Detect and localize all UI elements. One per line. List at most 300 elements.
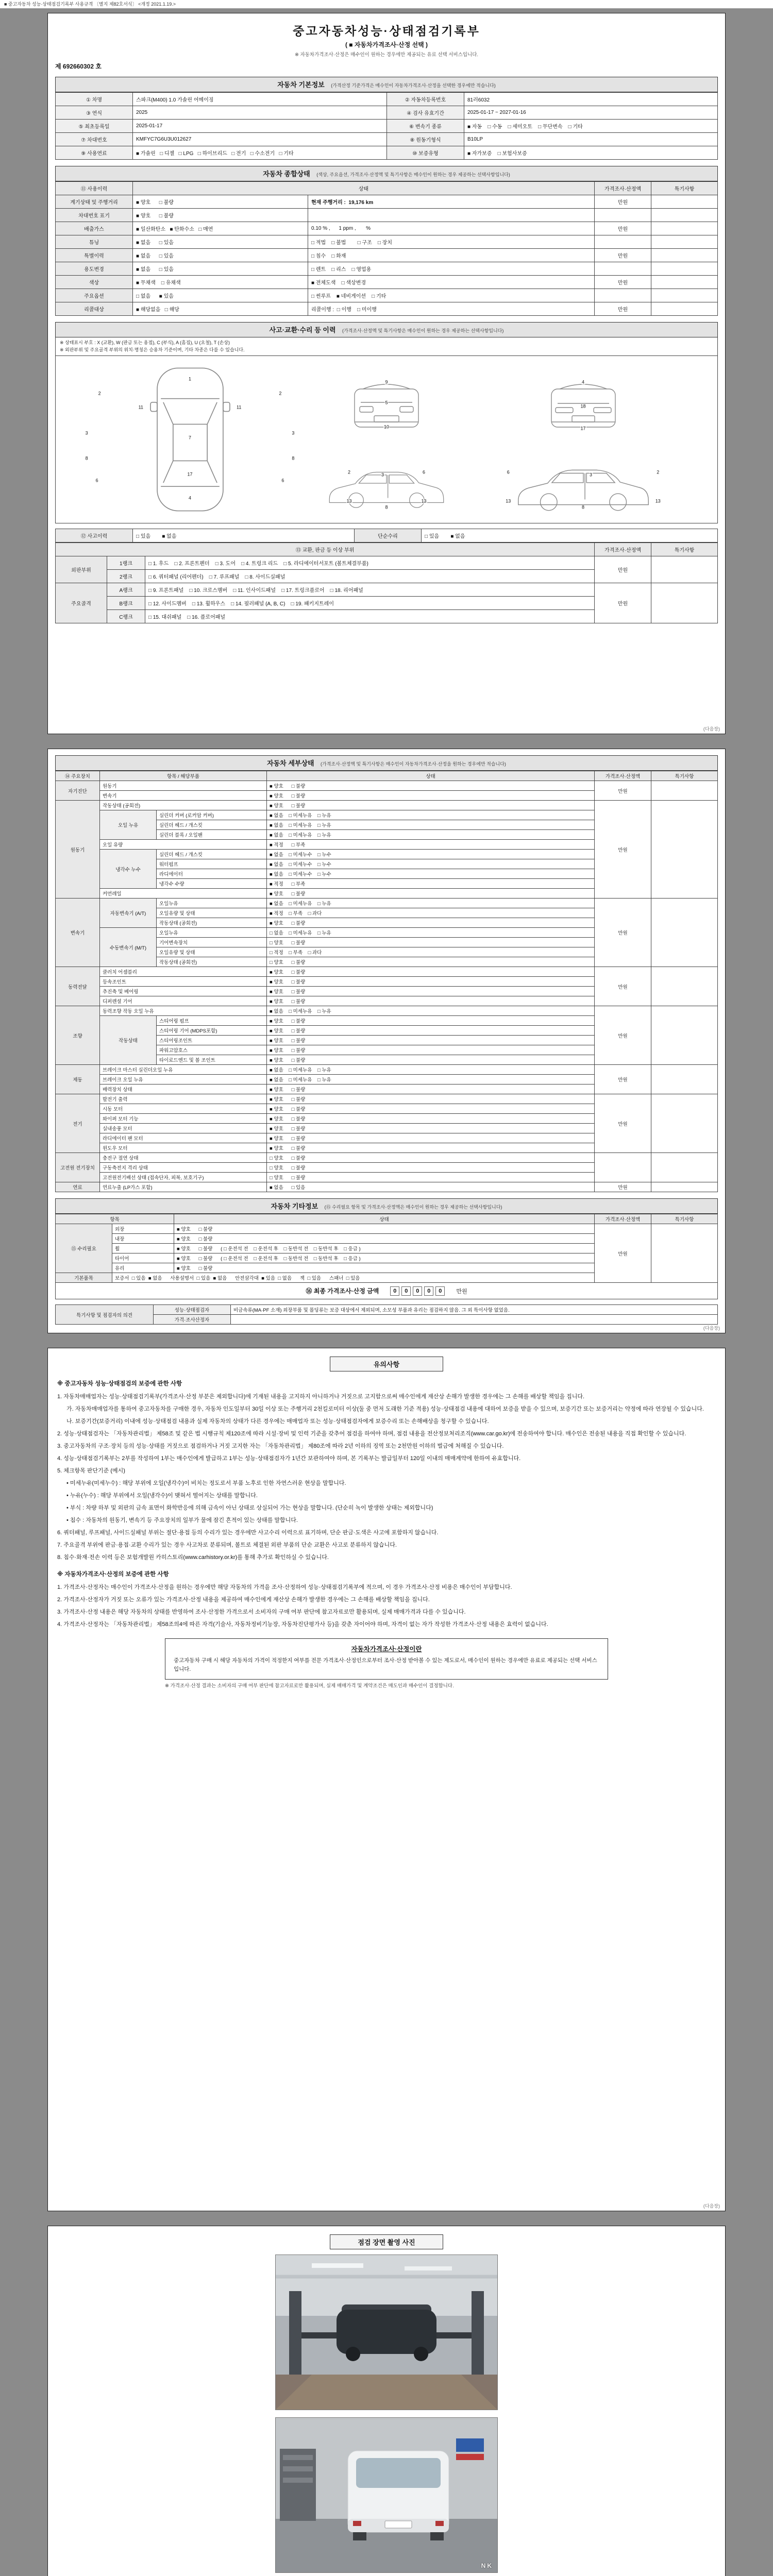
section-detail-state [55,755,718,771]
part-name: 오일유량 및 상태 [157,947,267,957]
part-number-label: 8 [385,504,388,510]
comprehensive-table [55,181,718,316]
device-label: 고전원 전기장치 [56,1153,100,1182]
basic-items-value: 보증서 □ 있음 ■ 없음 사용설명서 □ 있음 ■ 없음 안전삼각대 ■ 있음 □ 없음 잭 □ 있음 스패너 □ 있음 [112,1273,595,1283]
comprehensive-row [56,249,718,262]
part-number-label: 18 [580,403,586,409]
inspection-photos [55,2255,718,2573]
device-label: 제동 [56,1065,100,1094]
column-header: ⑪ 사용이력 [56,182,133,195]
comprehensive-row [56,222,718,235]
comprehensive-row [56,262,718,276]
car-rear-diagram [454,360,712,453]
legend-line: ※ 외판부위 및 주요골격 부위의 위치·명칭은 승용차 기준이며, 기타 차종은 다를 수 있습니다. [60,347,245,352]
note-cell [651,967,718,1006]
comprehensive-row [56,235,718,249]
item-label: 배출가스 [56,222,133,235]
column-header: 상태 [267,771,595,781]
note-cell [651,289,718,302]
final-amount-unit: 만원 [456,1288,467,1295]
state-checkboxes: ■ 양호 □ 불량 [174,1234,595,1244]
state-detail: □ 침수 □ 화재 [308,249,595,262]
detail-body [56,781,718,1192]
price-cell: 만원 [595,1094,651,1153]
price-survey-info-box [165,1638,608,1680]
state-detail: 0.10 % , 1 ppm , % [308,222,595,235]
amount-digit: 0 [424,1286,433,1296]
amount-digit: 0 [401,1286,411,1296]
field-value: ■ 자가보증 □ 보험사보증 [464,146,718,160]
notice-paragraph: 1. 가격조사·산정자는 매수인이 가격조사·산정을 원하는 경우에만 해당 자동차의 가격을 조사·산정하여 성능·상태점검기록부에 적으며, 이 경우 가격조사·산정 비용은 매수인이 부담합니다. [57,1584,512,1591]
document [47,13,726,2576]
detail-state-table [55,771,718,1192]
notice-paragraph: 나. 보증기간(보증거리) 이내에 성능·상태점검 내용과 실제 자동차의 상태가 다른 경우에는 매매업자 또는 성능·상태점검자에게 보증수리 또는 손해배상을 청구할 수 있습니다. [66,1418,489,1425]
section-note: (색상, 주요옵션, 가격조사·산정액 및 특기사항은 매수인이 원하는 경우 제공하는 선택사항입니다) [316,172,510,177]
price-cell: 만원 [595,1006,651,1065]
note-cell [651,209,718,222]
part-name: 윈도우 모터 [100,1143,267,1153]
exchange-label: ⑬ 교환, 판금 등 이상 부위 [56,543,595,556]
part-name: 외장 [112,1224,174,1234]
column-header: 가격조사·산정액 [595,182,651,195]
photos-title: 점검 장면 촬영 사진 [330,2234,443,2249]
part-name: 타이로드엔드 및 볼 조인트 [157,1055,267,1065]
state-checkboxes: ■ 적정 □ 부족 □ 과다 [267,908,595,918]
part-number-label: 11 [138,404,143,410]
field-value: 스파크(M400) 1.0 가솔린 어메이징 [133,93,387,106]
note-cell [651,1065,718,1094]
price-survey-box-title: 자동차가격조사·산정이란 [351,1646,422,1653]
price-cell [595,289,651,302]
part-name: 발전기 출력 [100,1094,267,1104]
state-checkboxes: ■ 없음 □ 있음 [133,235,308,249]
device-label: 연료 [56,1182,100,1192]
detail-row [56,801,718,810]
part-name: 라디에이터 팬 모터 [100,1133,267,1143]
item-label: 주요옵션 [56,289,133,302]
part-name: 휠 [112,1244,174,1253]
part-name: 오일누유 [157,928,267,938]
part-number-label: 11 [237,404,242,410]
detail-row [56,899,718,908]
car-damage-diagram [55,356,718,523]
panel-photos-signature [47,2226,726,2576]
field-label: ② 자동차등록번호 [387,93,464,106]
device-label: 원동기 [56,801,100,899]
item-label: 튜닝 [56,235,133,249]
part-name: 배력장치 상태 [100,1084,267,1094]
note-cell [651,1182,718,1192]
field-value: KMFYC7G6U3U012627 [133,133,387,146]
state-checkboxes: □ 적정 □ 부족 □ 과다 [267,947,595,957]
price-cell: 만원 [595,583,651,623]
detail-row [56,781,718,791]
section-note: (가격산정 기준가격은 매수인이 자동차가격조사·산정을 선택한 경우에만 적습니다) [331,83,496,88]
part-name: 클러치 어셈블리 [100,967,267,977]
table-header-row [56,543,718,556]
column-header: 특기사항 [651,771,718,781]
state-checkboxes: ■ 양호 □ 불량 [267,1133,595,1143]
device-label: 동력전달 [56,967,100,1006]
section-title: 사고·교환·수리 등 이력 [269,326,336,334]
part-number-label: 8 [85,455,88,461]
photo-car-on-lift-image [276,2255,497,2410]
rank-label: A랭크 [107,583,145,597]
part-number-label: 9 [385,379,388,385]
price-cell: 만원 [595,195,651,209]
rank-row [56,583,718,597]
state-checkboxes: ■ 없음 □ 미세누수 □ 누수 [267,850,595,859]
note-cell [651,1094,718,1153]
notice-paragraph: • 누유(누수) : 해당 부위에서 오일(냉각수)이 맺혀서 떨어지는 상태를 말합니다. [66,1493,258,1499]
part-number-label: 8 [292,455,295,461]
inspector-opinion-table [55,1304,718,1325]
state-detail: □ 렌트 □ 리스 □ 영업용 [308,262,595,276]
part-name: 실린더 커버 (로커암 커버) [157,810,267,820]
exchange-rank-table [55,543,718,623]
basic-info-body [56,93,718,160]
rank-items: □ 1. 후드 □ 2. 프론트펜더 □ 3. 도어 □ 4. 트렁크 리드 □ 5. 라디에이터서포트 (볼트체결부품) [145,556,595,570]
notice-paragraph: • 침수 : 자동차의 원동기, 변속기 등 주요장치의 일부가 물에 잠긴 흔적이 있는 상태를 말합니다. [66,1517,298,1524]
price-cell: 만원 [595,1224,651,1283]
opinion-label: 특기사항 및 점검자의 의견 [56,1305,154,1325]
item-label: 특별이력 [56,249,133,262]
field-value: ■ 자동 □ 수동 □ 세미오토 □ 무단변속 □ 기타 [464,120,718,133]
item-label: 차대번호 표기 [56,209,133,222]
part-name: 브레이크 오일 누유 [100,1075,267,1084]
comprehensive-row [56,195,718,209]
state-code-legend [55,337,718,356]
note-cell [651,1153,718,1182]
price-cell: 만원 [595,302,651,316]
device-label: 조향 [56,1006,100,1065]
part-number-label: 6 [95,478,98,483]
state-checkboxes: ■ 무채색 □ 유채색 [133,276,308,289]
state-checkboxes: □ 양호 □ 불량 [267,938,595,947]
state-checkboxes: □ 양호 □ 불량 [267,957,595,967]
column-header: 가격조사·산정액 [595,1214,651,1224]
basic-info-row [56,106,718,120]
opinion-row [56,1305,718,1315]
state-checkboxes: ■ 양호 □ 불량 [267,781,595,791]
state-checkboxes: ■ 없음 □ 있음 [267,1182,595,1192]
price-cell: 만원 [595,1182,651,1192]
part-number-label: 13 [421,498,427,504]
price-cell [595,235,651,249]
note-cell [651,222,718,235]
state-detail: 현재 주행거리 : 19,176 km [308,195,595,209]
item-label: 용도변경 [56,262,133,276]
section-title: 자동차 종합상태 [263,170,310,178]
next-page-marker: (다음장) [703,1326,720,1331]
state-checkboxes: ■ 양호 □ 불량 [267,1016,595,1026]
part-number-label: 2 [347,469,351,475]
state-checkboxes: ■ 없음 □ 미세누수 □ 누수 [267,869,595,879]
price-survey-box-text: 중고자동차 구매 시 해당 자동차의 가격이 적정한지 여부를 전문 가격조사·산정인으로부터 조사·산정 받아볼 수 있는 제도로서, 매수인이 원하는 경우에만 유료로 제공되는 선택 서비스입니다. [174,1657,597,1673]
part-number-label: 13 [346,498,352,504]
part-name: 원동기 [100,781,267,791]
rank-items: □ 6. 쿼터패널 (리어펜더) □ 7. 루프패널 □ 8. 사이드실패널 [145,570,595,583]
state-checkboxes: ■ 양호 □ 불량 [267,1104,595,1114]
notice-paragraph: 4. 가격조사·산정자는 「자동차관리법」 제58조의4에 따른 자격(기술사, 자동차정비기능장, 자동차진단평가사 등)을 갖춘 자이어야 하며, 자격이 없는 자가 작성한 가격조사·산정 내용은 효력이 없습니다. [57,1621,548,1628]
part-name: 라디에이터 [157,869,267,879]
panel-notices [47,1348,726,2211]
state-checkboxes: ■ 적정 □ 부족 [267,840,595,850]
notice-paragraph: 4. 성능·상태점검기록부는 2부를 작성하여 1부는 매수인에게 발급하고 1부는 성능·상태점검자가 1년간 보관하여야 하며, 본 기록부는 발급일부터 120일 이내의 매매계약에 한하여 유효합니다. [57,1455,521,1462]
state-detail: □ 썬루프 ■ 네비게이션 □ 기타 [308,289,595,302]
part-number-label: 17 [187,471,193,477]
part-name: 파워고압호스 [157,1045,267,1055]
state-checkboxes: ■ 양호 □ 불량 [267,987,595,996]
part-name: 스티어링 펌프 [157,1016,267,1026]
item-label: 계기상태 및 주행거리 [56,195,133,209]
column-header: 항목 [56,1214,174,1224]
part-name: 냉각수 수량 [157,879,267,889]
state-checkboxes: ■ 양호 □ 불량 [267,1026,595,1036]
rank-label: B랭크 [107,597,145,610]
section-title: 자동차 기타정보 [271,1202,318,1210]
car-top-diagram [61,360,319,519]
simple-repair-label: 단순수리 [355,529,422,543]
notice-paragraph: • 부식 : 차량 하부 및 외판의 금속 표면이 화학반응에 의해 금속이 아닌 상태로 상실되어 가는 현상을 말합니다. (단순히 녹이 발생한 상태는 제외합니다) [66,1505,433,1512]
price-cell: 만원 [595,556,651,583]
column-header: 상태 [133,182,595,195]
etc-row [56,1224,718,1234]
comprehensive-row [56,276,718,289]
part-name: 오일누유 [157,899,267,908]
part-number-label: 3 [85,430,88,436]
part-name: 오일 유량 [100,840,267,850]
part-name: 실린더 헤드 / 개스킷 [157,820,267,830]
group-label: 수동변속기 (M/T) [100,928,157,967]
price-cell: 만원 [595,222,651,235]
part-name: 작동상태 (공회전) [157,957,267,967]
part-name: 내장 [112,1234,174,1244]
part-number-label: 3 [590,472,593,478]
group-label: 작동상태 [100,1016,157,1065]
price-cell: 만원 [595,276,651,289]
note-cell [651,195,718,209]
notices-title: 유의사항 [330,1357,443,1371]
price-cell: 만원 [595,801,651,899]
part-name: 오일유량 및 상태 [157,908,267,918]
field-label: ⑦ 차대번호 [56,133,133,146]
panel-group-label: 주요골격 [56,583,107,623]
notice-paragraph: 2. 성능·상태점검자는 「자동차관리법」 제58조 및 같은 법 시행규칙 제120조에 따라 시설·장비 및 인력 기준을 갖추어 점검을 하여야 하며, 점검 내용을 전산정보처리조직(www.car.go.kr)에 전송하여야 합니다. 매수인은 전송된 내용을 직접 확인할 수 있습니다. [57,1430,686,1437]
detail-row [56,1153,718,1163]
form-spec-note: ■ 중고자동차 성능·상태점검기록부 사용규격 〔별지 제82호서식〕 <개정 2021.1.19.> [0,0,773,9]
note-cell [651,1006,718,1065]
column-header: 특기사항 [651,543,718,556]
part-number-label: 6 [422,469,426,475]
state-checkboxes: ■ 양호 □ 불량 [267,889,595,899]
note-cell [651,235,718,249]
price-cell [595,1153,651,1182]
part-name: 스티어링조인트 [157,1036,267,1045]
price-cell [595,209,651,222]
comprehensive-body [56,195,718,316]
part-name: 등속조인트 [100,977,267,987]
field-label: ⑨ 사용연료 [56,146,133,160]
amount-digit: 0 [435,1286,445,1296]
basic-info-row [56,146,718,160]
state-checkboxes: □ 없음 □ 미세누유 □ 누유 [267,928,595,938]
part-name: 충전구 절연 상태 [100,1153,267,1163]
state-checkboxes: ■ 양호 □ 불량 ( □ 운전석 전 □ 운전석 후 □ 동반석 전 □ 동반석 후 □ 응급 ) [174,1253,595,1263]
basic-items-label: 기본품목 [56,1273,112,1283]
state-checkboxes: ■ 양호 □ 불량 [267,1055,595,1065]
opinion-who: 성능·상태점검자 [154,1305,231,1315]
document-subtitle: ( ■ 자동차가격조사·산정 선택 ) [345,41,428,48]
basic-info-row [56,133,718,146]
state-checkboxes: ■ 양호 □ 불량 [267,1094,595,1104]
state-checkboxes: ■ 양호 □ 불량 ( □ 운전석 전 □ 운전석 후 □ 동반석 전 □ 동반석 후 □ 응급 ) [174,1244,595,1253]
part-name: 고전원전기배선 상태 (접속단자, 피복, 보호기구) [100,1173,267,1182]
part-number-label: 3 [381,472,384,478]
field-label: ⑥ 변속기 종류 [387,120,464,133]
table-header-row [56,182,718,195]
opinion-row [56,1315,718,1325]
accident-history-row [56,529,718,543]
accident-history-label: ⑫ 사고이력 [56,529,133,543]
state-checkboxes: ■ 없음 □ 미세누유 □ 누유 [267,830,595,840]
field-value: 2025 [133,106,387,120]
column-header: 가격조사·산정액 [595,771,651,781]
detail-row [56,1094,718,1104]
car-sideR-diagram [454,456,712,519]
column-header: 특기사항 [651,182,718,195]
section-note: (가격조사·산정액 및 특기사항은 매수인이 원하는 경우 제공하는 선택사항입니다) [342,328,504,333]
photo-watermark: NK [481,2562,493,2569]
panel-detail-state [47,749,726,1333]
opinion-body [56,1305,718,1325]
final-amount-bar [55,1283,718,1299]
inspection-photo-rear [275,2417,498,2573]
part-number-label: 17 [580,426,586,431]
panel-overview [47,13,726,734]
field-value: 81러6032 [464,93,718,106]
item-label: 리콜대상 [56,302,133,316]
car-front-diagram [322,360,451,453]
part-number-label: 13 [655,498,661,504]
part-name: 동력조향 작동 오일 누유 [100,1006,267,1016]
part-name: 작동상태 (공회전) [157,918,267,928]
part-name: 작동상태 (공회전) [100,801,267,810]
part-name: 시동 모터 [100,1104,267,1114]
field-value: 2025-01-17 [133,120,387,133]
state-checkboxes: □ 양호 □ 불량 [267,1173,595,1182]
field-value: B10LP [464,133,718,146]
state-checkboxes: ■ 양호 □ 불량 [267,1124,595,1133]
device-label: 전기 [56,1094,100,1153]
part-name: 추진축 및 베어링 [100,987,267,996]
field-label: ⑤ 최초등록일 [56,120,133,133]
part-name: 와이퍼 모터 기능 [100,1114,267,1124]
field-label: ① 차명 [56,93,133,106]
section-comprehensive [55,166,718,181]
note-cell [651,249,718,262]
notice-paragraph: • 미세누유(미세누수) : 해당 부위에 오일(냉각수)이 비치는 정도로서 부품 노후로 인한 자연스러운 현상을 말합니다. [66,1480,346,1487]
notice-paragraph: 5. 체크항목 판단기준 (예시) [57,1468,125,1475]
note-cell [651,276,718,289]
part-name: 브레이크 마스터 실린더오일 누유 [100,1065,267,1075]
comprehensive-row [56,302,718,316]
document-title: 중고자동차성능·상태점검기록부 [293,24,480,38]
state-checkboxes: □ 없음 ■ 있음 [133,289,308,302]
section-title: 자동차 세부상태 [267,759,314,767]
notice-paragraph: 8. 침수·화재·전손 이력 등은 보험개발원 카히스토리(www.carhistory.or.kr)를 통해 추가로 확인하실 수 있습니다. [57,1554,329,1561]
part-name: 기어변속장치 [157,938,267,947]
item-label: 색상 [56,276,133,289]
rank-items: □ 12. 사이드멤버 □ 13. 휠하우스 □ 14. 필러패널 (A, B, C) □ 19. 패키지트레이 [145,597,595,610]
state-checkboxes: □ 양호 □ 불량 [267,1163,595,1173]
state-detail: 리콜이행 : □ 이행 □ 미이행 [308,302,595,316]
etc-body [56,1224,718,1283]
state-checkboxes: ■ 양호 □ 불량 [267,1114,595,1124]
state-checkboxes: ■ 양호 □ 불량 [267,801,595,810]
state-checkboxes: ■ 없음 □ 미세누유 □ 누유 [267,820,595,830]
next-page-marker: (다음장) [703,2204,720,2209]
part-name: 커먼레일 [100,889,267,899]
next-page-marker: (다음장) [703,726,720,732]
car-sideL-diagram [322,456,451,519]
inspection-photo-lift [275,2255,498,2410]
state-checkboxes: ■ 일산화탄소 ■ 탄화수소 □ 매연 [133,222,308,235]
state-checkboxes: ■ 양호 □ 불량 [267,791,595,801]
photo-car-rear-image [276,2418,497,2572]
notice-paragraph: 1. 자동차매매업자는 성능·상태점검기록부(가격조사·산정 부분은 제외합니다)에 기재된 내용을 고지하지 아니하거나 거짓으로 고지함으로써 매수인에게 재산상 손해가 발생한 경우에는 그 손해를 배상할 책임을 집니다. [57,1393,585,1400]
part-number-label: 6 [507,469,510,475]
state-detail: □ 적법 □ 불법 □ 구조 □ 장치 [308,235,595,249]
section-accident-history [55,322,718,337]
part-number-label: 2 [657,469,660,475]
price-cell: 만원 [595,899,651,967]
price-cell: 만원 [595,249,651,262]
section-basic-info [55,77,718,92]
notices-list [55,1380,718,1629]
state-checkboxes: ■ 양호 □ 불량 [133,209,308,222]
part-name: 워터펌프 [157,859,267,869]
detail-row [56,967,718,977]
column-header: 상태 [174,1214,595,1224]
notice-paragraph: 3. 중고자동차의 구조·장치 등의 성능·상태를 거짓으로 점검하거나 거짓 고지한 자는 「자동차관리법」 제80조에 따라 2년 이하의 징역 또는 2천만원 이하의 벌금에 처해질 수 있습니다. [57,1443,504,1449]
price-cell: 만원 [595,1065,651,1094]
part-number-label: 1 [188,376,192,382]
state-checkboxes: ■ 없음 □ 있음 [133,249,308,262]
part-number-label: 10 [383,424,390,430]
note-cell [651,556,718,583]
column-header: 항목 / 해당부품 [100,771,267,781]
state-checkboxes: ■ 양호 □ 불량 [174,1263,595,1273]
device-label: 변속기 [56,899,100,967]
detail-row [56,1182,718,1192]
note-cell [651,781,718,801]
comprehensive-row [56,289,718,302]
section-etc-info [55,1198,718,1214]
state-checkboxes: ■ 없음 □ 있음 [133,262,308,276]
rank-body [56,556,718,623]
state-checkboxes: ■ 없음 □ 미세누유 □ 누유 [267,899,595,908]
part-number-label: 8 [581,504,585,510]
state-detail [308,209,595,222]
field-value: 2025-01-17 ~ 2027-01-16 [464,106,718,120]
header-note: ※ 자동차가격조사·산정은 매수인이 원하는 경우에만 제공되는 유료 선택 서비스입니다. [294,52,479,58]
state-checkboxes: ■ 적정 □ 부족 [267,879,595,889]
group-label: 냉각수 누수 [100,850,157,889]
state-checkboxes: ■ 양호 □ 불량 [267,1036,595,1045]
rank-label: C랭크 [107,610,145,623]
table-header-row [56,771,718,781]
